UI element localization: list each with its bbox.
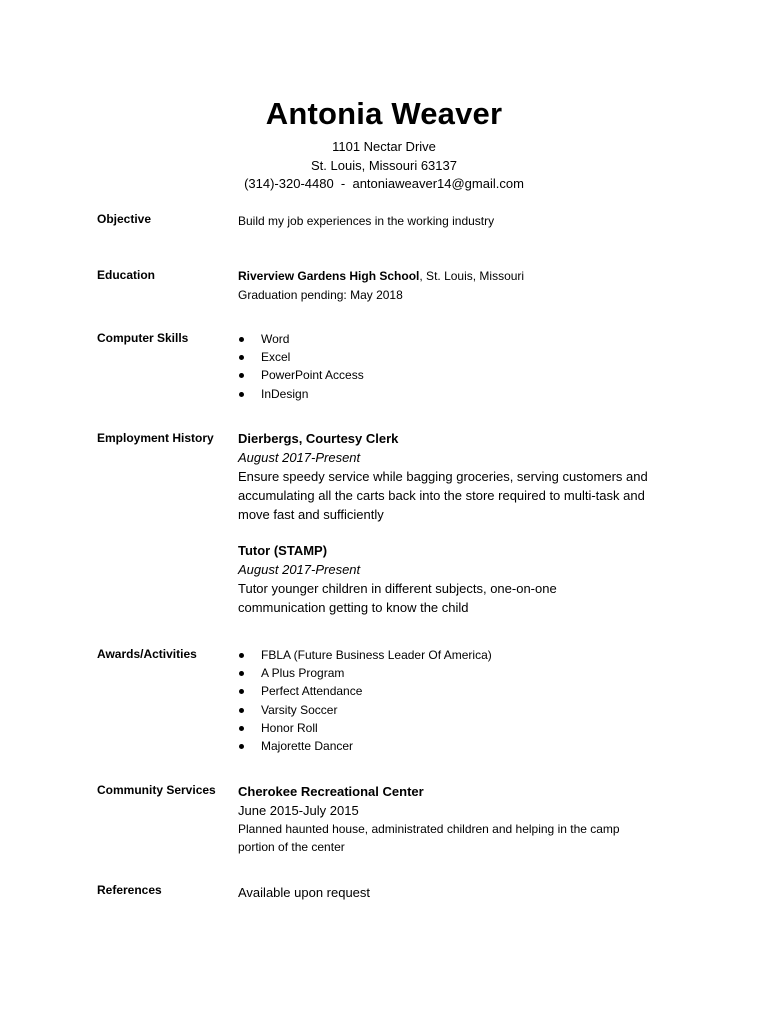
employment-section-2 <box>238 542 678 617</box>
applicant-name: Antonia Weaver <box>265 96 503 131</box>
phone-email: (314)-320-4480 - antoniaweaver14@gmail.com <box>244 176 524 191</box>
references-text: Available upon request <box>238 885 371 900</box>
list-item: Excel <box>238 348 678 366</box>
employment-history-label: Employment History <box>97 431 214 445</box>
job-description: Tutor younger children in different subjects, one-on-one communication getting to know the child <box>238 581 557 615</box>
community-description: Planned haunted house, administrated children and helping in the camp portion of the center <box>238 822 620 854</box>
job-title: Tutor (STAMP) <box>238 543 328 558</box>
job-dates: August 2017-Present <box>238 449 361 465</box>
awards-section <box>238 646 678 755</box>
awards-label: Awards/Activities <box>97 647 197 661</box>
list-item: PowerPoint Access <box>238 366 678 384</box>
references-section <box>238 884 678 903</box>
community-section <box>238 783 678 856</box>
employment-section <box>238 430 678 524</box>
education-label: Education <box>97 268 156 282</box>
job-description: Ensure speedy service while bagging groceries, serving customers and accumulating all the carts back into the store required to multi-task and move fast and sufficiently <box>238 469 648 522</box>
community-org: Cherokee Recreational Center <box>238 784 424 799</box>
list-item: FBLA (Future Business Leader Of America) <box>238 646 678 664</box>
computer-skills-section <box>238 330 678 403</box>
job-dates: August 2017-Present <box>238 561 361 577</box>
list-item: Perfect Attendance <box>238 682 678 700</box>
list-item: InDesign <box>238 385 678 403</box>
community-dates: June 2015-July 2015 <box>238 802 359 818</box>
education-section <box>238 267 678 304</box>
list-item: Word <box>238 330 678 348</box>
school-location: , St. Louis, Missouri <box>419 269 525 283</box>
objective-text: Build my job experiences in the working industry <box>238 214 495 228</box>
contact-block <box>0 138 768 194</box>
address-line-1: 1101 Nectar Drive <box>332 139 436 154</box>
objective-section <box>238 212 678 231</box>
computer-skills-list <box>238 330 678 403</box>
education-school-line <box>238 267 678 286</box>
school-name: Riverview Gardens High School <box>238 269 420 283</box>
awards-list <box>238 646 678 755</box>
computer-skills-label: Computer Skills <box>97 331 189 345</box>
list-item: Majorette Dancer <box>238 737 678 755</box>
references-label: References <box>97 883 162 897</box>
graduation-text: Graduation pending: May 2018 <box>238 287 403 302</box>
list-item: Honor Roll <box>238 719 678 737</box>
list-item: Varsity Soccer <box>238 701 678 719</box>
objective-label: Objective <box>97 212 152 226</box>
list-item: A Plus Program <box>238 664 678 682</box>
community-services-label: Community Services <box>97 783 216 797</box>
job-title: Dierbergs, Courtesy Clerk <box>238 431 399 446</box>
address-line-2: St. Louis, Missouri 63137 <box>311 157 457 173</box>
